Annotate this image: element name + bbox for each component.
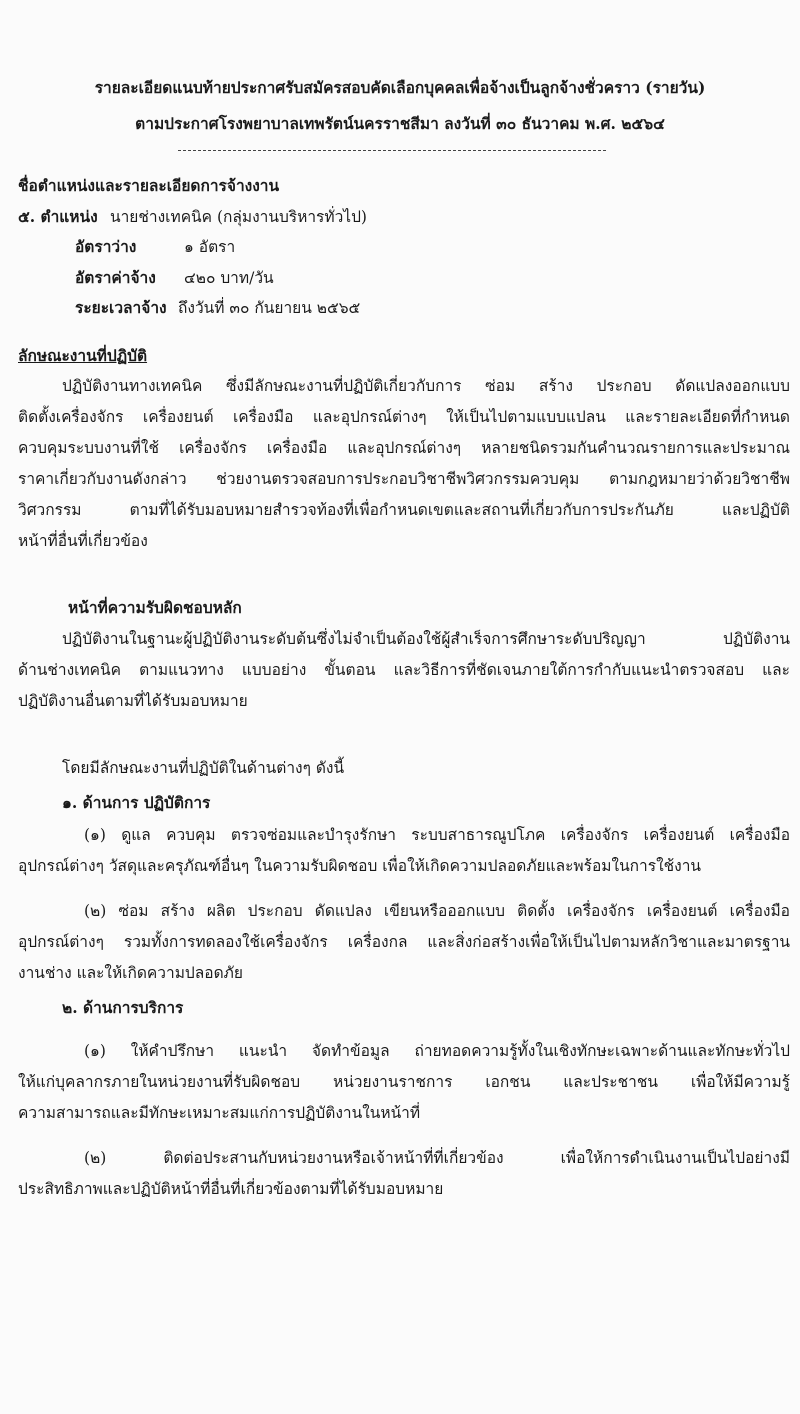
wage-label: อัตราค่าจ้าง <box>75 268 156 287</box>
document-title-line-1: รายละเอียดแนบท้ายประกาศรับสมัครสอบคัดเลือกบุคคลเพื่อจ้างเป็นลูกจ้างชั่วคราว (รายวัน) <box>94 78 706 97</box>
operations-item-1-line: (๑) ดูแล ควบคุม ตรวจซ่อมและบำรุงรักษา ระบบสาธารณูปโภค เครื่องจักร เครื่องยนต์ เครื่องมือ <box>84 826 790 844</box>
services-item-1-line: ความสามารถและมีทักษะเหมาะสมแก่การปฏิบัติงานในหน้าที่ <box>18 1104 421 1122</box>
job-nature-line: ควบคุมระบบงานที่ใช้ เครื่องจักร เครื่องมือ และอุปกรณ์ต่างๆ หลายชนิดรวมกันคำนวณรายการและประมาณ <box>18 439 790 457</box>
vacancy-value: ๑ อัตรา <box>184 238 236 256</box>
job-nature-heading: ลักษณะงานที่ปฏิบัติ <box>18 346 148 365</box>
responsibilities-intro: โดยมีลักษณะงานที่ปฏิบัติในด้านต่างๆ ดังนี้ <box>62 759 345 777</box>
operations-item-2-line: งานช่าง และให้เกิดความปลอดภัย <box>18 964 243 982</box>
responsibilities-line: ด้านช่างเทคนิค ตามแนวทาง แบบอย่าง ขั้นตอน และวิธีการที่ชัดเจนภายใต้การกำกับแนะนำตรวจสอบ และ <box>18 661 790 679</box>
services-item-2-line: (๒) ติดต่อประสานกับหน่วยงานหรือเจ้าหน้าที่ที่เกี่ยวข้อง เพื่อให้การดำเนินงานเป็นไปอย่างมี <box>84 1149 790 1167</box>
services-item-1-line: (๑) ให้คำปรึกษา แนะนำ จัดทำข้อมูล ถ่ายทอดความรู้ทั้งในเชิงทักษะเฉพาะด้านและทักษะทั่วไป <box>84 1042 790 1060</box>
responsibilities-line: ปฏิบัติงานอื่นตามที่ได้รับมอบหมาย <box>18 692 248 710</box>
responsibilities-line: ปฏิบัติงานในฐานะผู้ปฏิบัติงานระดับต้นซึ่งไม่จำเป็นต้องใช้ผู้สำเร็จการศึกษาระดับปริญญา ปฏิบัติงาน <box>62 630 790 648</box>
job-nature-line: หน้าที่อื่นที่เกี่ยวข้อง <box>18 532 148 550</box>
wage-value: ๔๒๐ บาท/วัน <box>184 269 274 287</box>
services-heading: ๒. ด้านการบริการ <box>62 998 184 1017</box>
job-nature-line: ราคาเกี่ยวกับงานดังกล่าว ช่วยงานตรวจสอบการประกอบวิชาชีพวิศวกรรมควบคุม ตามกฎหมายว่าด้วยวิชาชีพ <box>18 470 790 488</box>
operations-item-2-line: (๒) ซ่อม สร้าง ผลิต ประกอบ ดัดแปลง เขียนหรือออกแบบ ติดตั้ง เครื่องจักร เครื่องยนต์ เครื่องมือ <box>84 902 790 920</box>
services-item-2-line: ประสิทธิภาพและปฏิบัติหน้าที่อื่นที่เกี่ยวข้องตามที่ได้รับมอบหมาย <box>18 1180 444 1198</box>
position-section-heading: ชื่อตำแหน่งและรายละเอียดการจ้างงาน <box>18 176 280 195</box>
position-value: นายช่างเทคนิค (กลุ่มงานบริหารทั่วไป) <box>110 208 367 226</box>
job-nature-line: ติดตั้งเครื่องจักร เครื่องยนต์ เครื่องมือ และอุปกรณ์ต่างๆ ให้เป็นไปตามแบบแปลน และรายละเอียดที่กำหนด <box>18 408 790 426</box>
dashed-divider <box>178 150 606 151</box>
responsibilities-heading: หน้าที่ความรับผิดชอบหลัก <box>68 598 242 617</box>
period-label: ระยะเวลาจ้าง <box>75 298 167 317</box>
period-value: ถึงวันที่ ๓๐ กันยายน ๒๕๖๕ <box>178 299 361 317</box>
operations-heading: ๑. ด้านการ ปฏิบัติการ <box>62 793 211 812</box>
operations-item-2-line: อุปกรณ์ต่างๆ รวมทั้งการทดลองใช้เครื่องจักร เครื่องกล และสิ่งก่อสร้างเพื่อให้เป็นไปตามหลักวิชาและมาตรฐาน <box>18 933 790 951</box>
document-title-line-2: ตามประกาศโรงพยาบาลเทพรัตน์นครราชสีมา ลงวันที่ ๓๐ ธันวาคม พ.ศ. ๒๕๖๔ <box>135 114 665 133</box>
operations-item-1-line: อุปกรณ์ต่างๆ วัสดุและครุภัณฑ์อื่นๆ ในความรับผิดชอบ เพื่อให้เกิดความปลอดภัยและพร้อมในการใช้งาน <box>18 857 702 875</box>
job-nature-line: วิศวกรรม ตามที่ได้รับมอบหมายสำรวจท้องที่เพื่อกำหนดเขตและสถานที่เกี่ยวกับการประกันภัย และปฏิบัติ <box>18 501 790 519</box>
job-nature-line: ปฏิบัติงานทางเทคนิค ซึ่งมีลักษณะงานที่ปฏิบัติเกี่ยวกับการ ซ่อม สร้าง ประกอบ ดัดแปลงออกแบบ <box>62 377 790 395</box>
services-item-1-line: ให้แก่บุคลากรภายในหน่วยงานที่รับผิดชอบ หน่วยงานราชการ เอกชน และประชาชน เพื่อให้มีความรู้ <box>18 1073 790 1091</box>
vacancy-label: อัตราว่าง <box>75 237 137 256</box>
position-label: ๕. ตำแหน่ง <box>18 207 98 226</box>
